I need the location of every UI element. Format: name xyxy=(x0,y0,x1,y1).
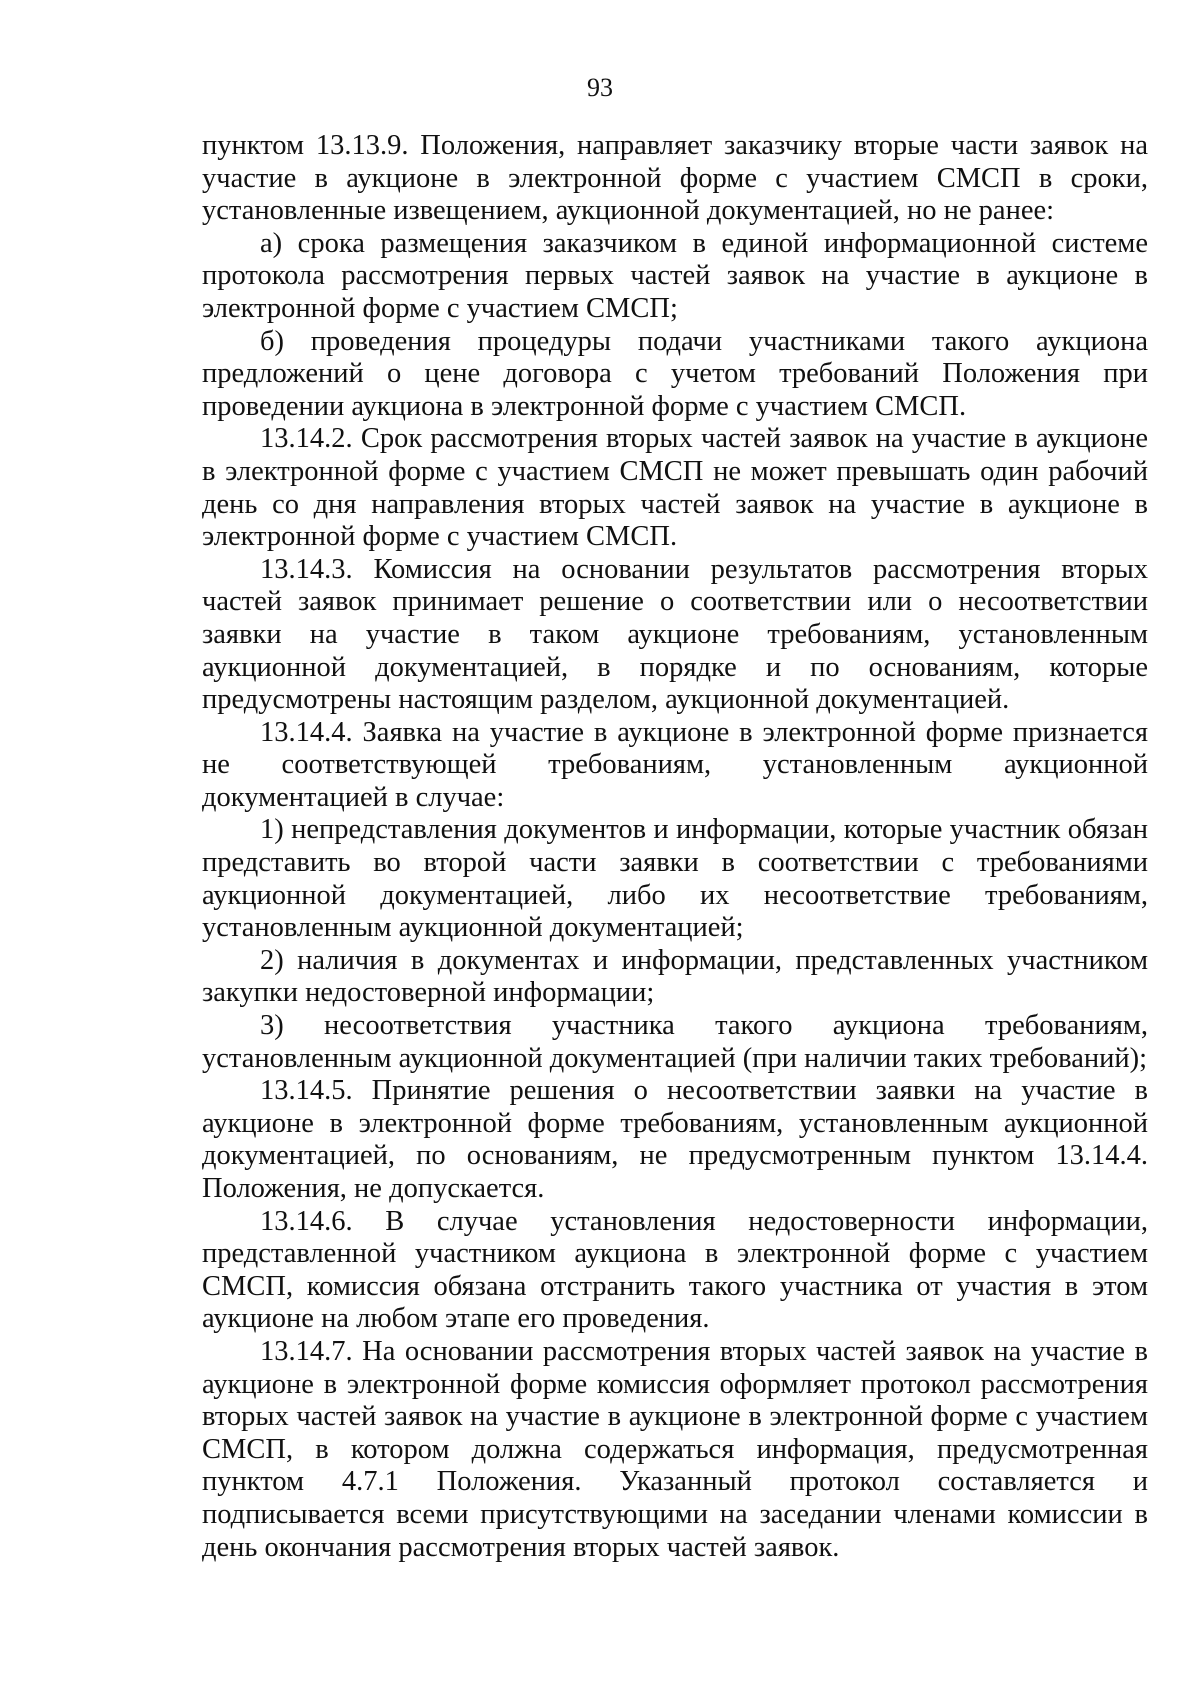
list-item-3: 3) несоответствия участника такого аукциона требованиям, установленным аукционной документацией (при наличии таких требований); xyxy=(202,1010,1148,1074)
clause-13-14-7: 13.14.7. На основании рассмотрения вторых частей заявок на участие в аукционе в электронной форме комиссия оформляет протокол рассмотрения вторых частей заявок на участие в аукционе в электронной форме с участием СМСП, в котором должна содержаться информация, предусмотренная пунктом 4.7.1 Положения. Указанный протокол составляется и подписывается всеми присутствующими на заседании членами комиссии в день окончания рассмотрения вторых частей заявок. xyxy=(202,1335,1148,1563)
clause-13-14-3: 13.14.3. Комиссия на основании результатов рассмотрения вторых частей заявок принимает решение о соответствии или о несоответствии заявки на участие в таком аукционе требованиям, установленным аукционной документацией, в порядке и по основаниям, которые предусмотрены настоящим разделом, аукционной документацией. xyxy=(202,553,1148,716)
list-item-2: 2) наличия в документах и информации, представленных участником закупки недостоверной информации; xyxy=(202,944,1148,1009)
page-number: 93 xyxy=(587,73,613,102)
list-item-1: 1) непредставления документов и информации, которые участник обязан представить во второй части заявки в соответствии с требованиями аукционной документацией, либо их несоответствие требованиям, установленным аукционной документацией; xyxy=(202,814,1148,944)
clause-13-14-6: 13.14.6. В случае установления недостоверности информации, представленной участником аукциона в электронной форме с участием СМСП, комиссия обязана отстранить такого участника от участия в этом аукционе на любом этапе его проведения. xyxy=(202,1205,1148,1335)
clause-13-14-5: 13.14.5. Принятие решения о несоответствии заявки на участие в аукционе в электронной форме требованиям, установленным аукционной документацией, по основаниям, не предусмотренным пунктом 13.14.4. Положения, не допускается. xyxy=(202,1075,1148,1204)
list-item-b: б) проведения процедуры подачи участниками такого аукциона предложений о цене договора с учетом требований Положения при проведении аукциона в электронной форме с участием СМСП. xyxy=(202,325,1148,422)
list-item-a: а) срока размещения заказчиком в единой информационной системе протокола рассмотрения первых частей заявок на участие в аукционе в электронной форме с участием СМСП; xyxy=(202,227,1148,324)
clause-13-14-2: 13.14.2. Срок рассмотрения вторых частей заявок на участие в аукционе в электронной форме с участием СМСП не может превышать один рабочий день со дня направления вторых частей заявок на участие в аукционе в электронной форме с участием СМСП. xyxy=(202,423,1148,553)
clause-13-14-4: 13.14.4. Заявка на участие в аукционе в электронной форме признается не соответствующей требованиям, установленным аукционной документацией в случае: xyxy=(202,716,1148,813)
paragraph-continuation: пунктом 13.13.9. Положения, направляет заказчику вторые части заявок на участие в аукционе в электронной форме с участием СМСП в сроки, установленные извещением, аукционной документацией, но не ранее: xyxy=(202,130,1148,227)
document-body xyxy=(202,130,1148,1564)
